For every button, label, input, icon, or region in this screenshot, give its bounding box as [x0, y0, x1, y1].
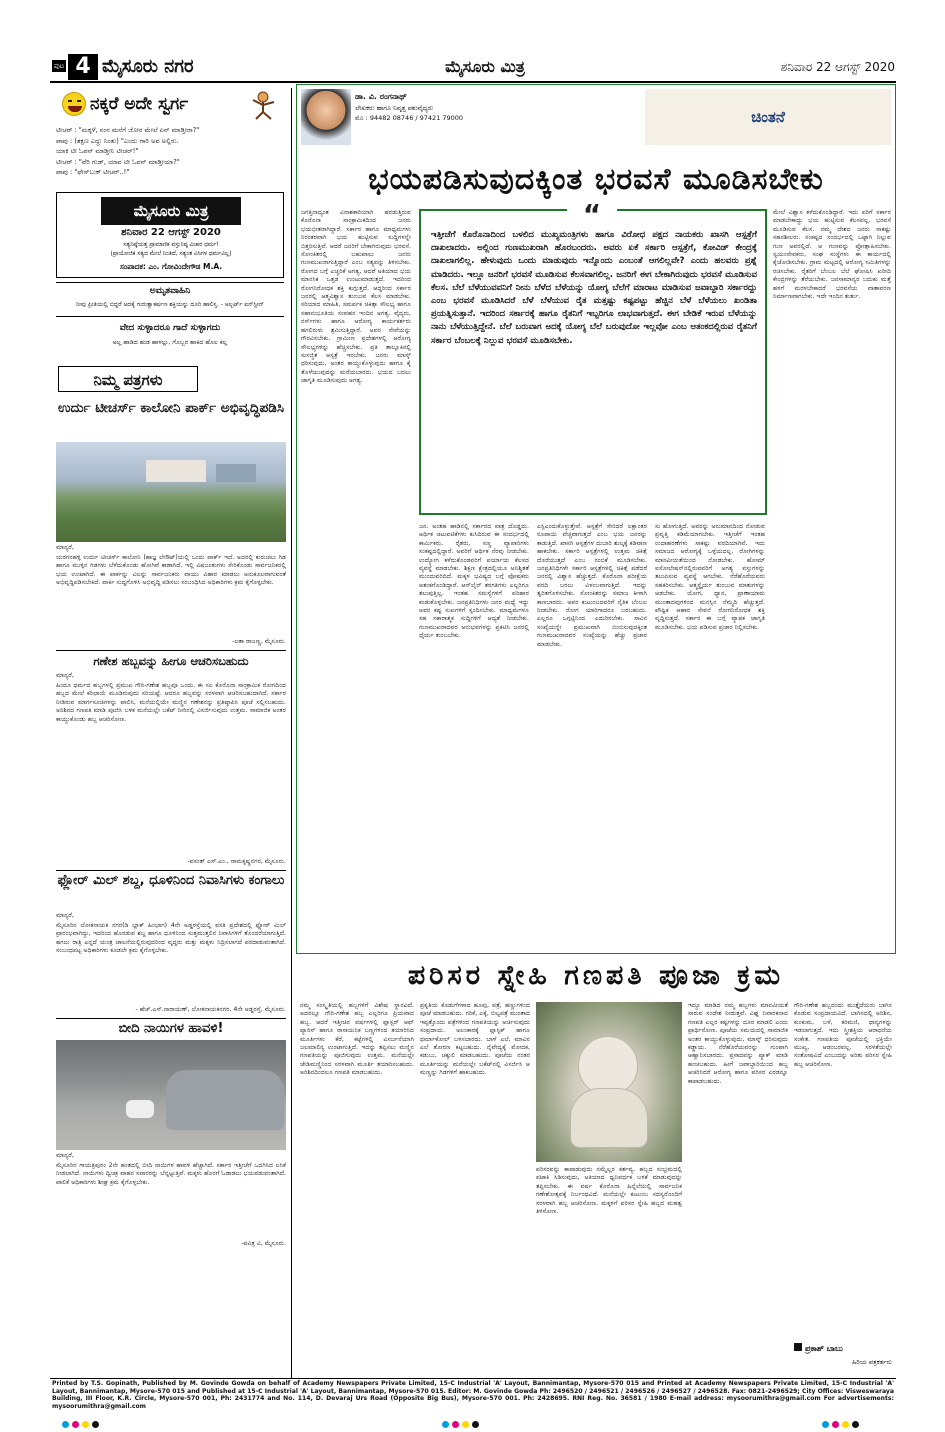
ganapati-column: ಗೌರಿ-ಗಣೇಶ ಹಬ್ಬದಂದು ಮುತ್ತೈದೆಯರು ಬಾಗಿನ ಕೊಡುವ ಸಂಪ್ರದಾಯವಿದೆ. ಬಾಗಿನದಲ್ಲಿ ಅರಿಶಿನ, ಕುಂಕುಮ, ಬಳೆ, ಕರಿಮಣಿ, ಧಾನ್ಯಗಳನ್ನು ಇಡಲಾಗುತ್ತದೆ. ಇದು ಸ್ತ್ರೀಶಕ್ತಿಯ ಆರಾಧನೆಯ ಸಂಕೇತ. ಗಣಪತಿಯ ಪೂಜೆಯಲ್ಲಿ ಭಕ್ತಿಯೇ ಮುಖ್ಯ, ಆಡಂಬರವಲ್ಲ. ಸರಳತೆಯಲ್ಲೇ ಸಂತೋಷವಿದೆ ಎಂಬುದನ್ನು ಅರಿತು ಪರಿಸರ ಸ್ನೇಹಿ ಹಬ್ಬ ಆಚರಿಸೋಣ.: [794, 1002, 892, 1068]
columnist-photo: [301, 89, 351, 145]
page-label: ಪುಟ: [53, 62, 65, 70]
registration-dot: [92, 1421, 99, 1428]
masthead-slogan: (ಪ್ರಾಯೋಜಿಕ ಸತ್ಯದ ಮೇಲೆ ನಿಂತಿದೆ, ಸತ್ಯಂತ ವಿಸಿಗಳ ಧರ್ಮವಿಲ್ಲ): [110, 251, 232, 257]
letter-body: ಹಿಂದೂ ಧರ್ಮದ ಹಬ್ಬಗಳಲ್ಲಿ ಪ್ರಮುಖ ಗೌರಿ-ಗಣೇಶ ಹಬ್ಬವೂ ಒಂದು. ಈ ಸಲ ಕೊರೊನಾ ಸಾಂಕ್ರಾಮಿಕ ರೋಗದಿಂದ ಹಬ್ಬದ ಮೇಲೆ ಕರಿಛಾಯೆ ಮೂಡಿರುವುದು ಸರಿಯಷ್ಟೆ. ಆದರೂ ಹಬ್ಬವನ್ನು ಸರಳವಾಗಿ ಆಚರಿಸಬಹುದಾಗಿದೆ. ಸರ್ಕಾರ ನೀಡಿರುವ ಮಾರ್ಗಸೂಚಿಗಳನ್ನು ಪಾಲಿಸಿ, ಮನೆಯಲ್ಲಿಯೇ ಮಣ್ಣಿನ ಗಣೇಶನನ್ನು ಪ್ರತಿಷ್ಠಾಪಿಸಿ ಪೂಜೆ ಸಲ್ಲಿಸಬಹುದು. ಅರಿಶಿನದ ಗಣಪತಿ ಮಾಡಿ ಪೂಜಿಸಿ ಬಳಿಕ ಮನೆಯಲ್ಲೇ ಬಕೆಟ್ ನೀರಿನಲ್ಲಿ ವಿಸರ್ಜಿಸುವುದು ಉತ್ತಮ. ಸಾಮಾಜಿಕ ಅಂತರ ಕಾಯ್ದುಕೊಂಡು ಹಬ್ಬ ಆಚರಿಸೋಣ.: [56, 682, 286, 723]
pull-quote-text: ಇತ್ತೀಚೆಗೆ ಕೊರೊನಾದಿಂದ ಬಳಲಿದ ಮುಖ್ಯಮಂತ್ರಿಗಳು ಹಾಗೂ ವಿರೋಧ ಪಕ್ಷದ ನಾಯಕರು ಖಾಸಗಿ ಆಸ್ಪತ್ರೆಗೆ ದಾಖಲಾದರು. ಅಲ್ಲಿಂದ ಗುಣಮುಖರಾಗಿ ಹೊರಬಂದರು. ಅವರು ಏಕೆ ಸರ್ಕಾರಿ ಆಸ್ಪತ್ರೆಗೆ, ಕೋವಿಡ್ ಕೇಂದ್ರಕ್ಕೆ ದಾಖಲಾಗಲಿಲ್ಲ. ಹೇಳುವುದು ಒಂದು ಮಾಡುವುದು ಇನ್ನೊಂದು ಎಂಬಂತೆ ಆಗಲಿಲ್ಲವೇ? ಎಂದು ಹಲವರು ಪ್ರಶ್ನೆ ಮಾಡಿದರು. ಇಲ್ಲೂ ಜನರಿಗೆ ಭರವಸೆ ಮೂಡಿಸುವ ಕೆಲಸವಾಗಲಿಲ್ಲ. ಜನರಿಗೆ ಈಗ ಬೇಕಾಗಿರುವುದು ಭರವಸೆ ಮೂಡಿಸುವ ಕೆಲಸ. ಬೆಲೆ ಬೆಳೆಯುವವನಿಗೆ ನೀನು ಬೆಳೆದ ಬೆಳೆಯನ್ನು ಯೋಗ್ಯ ಬೆಲೆಗೆ ಮಾರಾಟ ಮಾಡಿಸುವ ಜವಾಬ್ದಾರಿ ಸರ್ಕಾರದ್ದು ಎಂಬ ಭರವಸೆ ಮೂಡಿಸಿದರೆ ಬೆಳೆ ಬೆಳೆಯುವ ರೈತ ಮತ್ತಷ್ಟು ಕಷ್ಟಪಟ್ಟು ಹೆಚ್ಚಿನ ಬೆಳೆ ಬೆಳೆಯಲು ಖಂಡಿತಾ ಪ್ರಯತ್ನಿಸುತ್ತಾನೆ. ಇದರಿಂದ ಸರ್ಕಾರಕ್ಕೆ ಹಾಗೂ ರೈತನಿಗೆ ಇಬ್ಬರಿಗೂ ಲಾಭವಾಗುತ್ತದೆ. ಈಗ ಬೇಡಿಕೆ ಇರುವ ಬೆಳೆಯನ್ನು ನಾನು ಬೆಳೆಯುತ್ತಿದ್ದೇನೆ. ಬೆಲೆ ಬರುವಾಗ ಅದಕ್ಕೆ ಯೋಗ್ಯ ಬೆಲೆ ಬರುವುದೋ ಇಲ್ಲವೋ ಎಂಬ ಆತಂಕದಲ್ಲಿರುವ ರೈತನಿಗೆ ಸರ್ಕಾರ ಬೆಂಬಲಕ್ಕೆ ನಿಲ್ಲುವ ಭರವಸೆ ಮೂಡಿಸಬೇಕು.: [431, 230, 757, 346]
laughing-face-icon: [62, 92, 86, 116]
ganapati-column: ಇದ್ದೂ ಮಾಡಿದ ನಮ್ಮ ಹಬ್ಬಗಳು ಮಾನವೀಯತೆ ಸಾರುವ ಸಂದೇಶ ನೀಡುತ್ತವೆ. ವಿಘ್ನ ನಿವಾರಕನಾದ ಗಣಪತಿ ಎಲ್ಲರ ಕಷ್ಟಗಳನ್ನು ದೂರ ಮಾಡಲಿ ಎಂದು ಪ್ರಾರ್ಥಿಸೋಣ. ಪೂಜೆಯ ಸಮಯದಲ್ಲಿ ಸಾಮಾಜಿಕ ಅಂತರ ಕಾಯ್ದುಕೊಳ್ಳುವುದು, ಮಾಸ್ಕ್ ಧರಿಸುವುದು ಕಡ್ಡಾಯ. ನೆರೆಹೊರೆಯವರನ್ನು ಗುಂಪಾಗಿ ಆಹ್ವಾನಿಸಬಾರದು. ಪ್ರಸಾದವನ್ನು ಪ್ಯಾಕ್ ಮಾಡಿ ಹಂಚಬಹುದು. ಹೀಗೆ ಜವಾಬ್ದಾರಿಯಿಂದ ಹಬ್ಬ ಆಚರಿಸಿದರೆ ಆರೋಗ್ಯ ಹಾಗೂ ಪರಿಸರ ಎರಡನ್ನೂ ಕಾಪಾಡಬಹುದು.: [688, 1002, 788, 1085]
article-column: ಜನ. ಅಂತಹ ಹಾಡಿನಲ್ಲಿ ಸರ್ಕಾರದ ಪಾತ್ರ ದೊಡ್ಡದು. ಆರ್ಥಿಕ ಚಟುವಟಿಕೆಗಳು ಕುಸಿದಿರುವ ಈ ಸಂದರ್ಭದಲ್ಲಿ ಕಾರ್ಮಿಕರು, ರೈತರು, ಸಣ್ಣ ವ್ಯಾಪಾರಿಗಳು ಸಂಕಷ್ಟದಲ್ಲಿದ್ದಾರೆ. ಅವರಿಗೆ ಆರ್ಥಿಕ ನೆರವು ನೀಡಬೇಕು. ಉದ್ಯೋಗ ಕಳೆದುಕೊಂಡವರಿಗೆ ಪರ್ಯಾಯ ಕೆಲಸದ ವ್ಯವಸ್ಥೆ ಮಾಡಬೇಕು. ಶಿಕ್ಷಣ ಕ್ಷೇತ್ರದಲ್ಲಿಯೂ ಅನಿಶ್ಚಿತತೆ ಮುಂದುವರಿದಿದೆ. ಮಕ್ಕಳ ಭವಿಷ್ಯದ ಬಗ್ಗೆ ಪೋಷಕರು ಆತಂಕಗೊಂಡಿದ್ದಾರೆ. ಆನ್‌ಲೈನ್ ತರಗತಿಗಳು ಎಲ್ಲರಿಗೂ ತಲುಪುತ್ತಿಲ್ಲ. ಇಂತಹ ಸಮಸ್ಯೆಗಳಿಗೆ ಪರಿಹಾರ ಕಂಡುಕೊಳ್ಳಬೇಕು. ಜನಪ್ರತಿನಿಧಿಗಳು ಜನರ ಮಧ್ಯೆ ಇದ್ದು ಅವರ ಕಷ್ಟ ಸುಖಗಳಿಗೆ ಸ್ಪಂದಿಸಬೇಕು. ಮಾಧ್ಯಮಗಳೂ ಸಹ ಸಕಾರಾತ್ಮಕ ಸುದ್ದಿಗಳಿಗೆ ಆದ್ಯತೆ ನೀಡಬೇಕು. ಗುಣಮುಖರಾದವರ ಅನುಭವಗಳನ್ನು ಪ್ರಕಟಿಸಿ ಜನರಲ್ಲಿ ಧೈರ್ಯ ತುಂಬಬೇಕು.: [419, 523, 529, 640]
masthead-box-date: ಶನಿವಾರ 22 ಆಗಸ್ಟ್ 2020: [121, 227, 221, 238]
pull-quote-box: [419, 198, 767, 515]
ganapati-column: ಪರಿಸರವನ್ನು ಕಾಪಾಡುವುದು ನಮ್ಮೆಲ್ಲರ ಕರ್ತವ್ಯ. ಹಬ್ಬದ ಸಂಭ್ರಮದಲ್ಲಿ ಪಟಾಕಿ ಸಿಡಿಸುವುದು, ಅತಿಯಾದ ಧ್ವನಿವರ್ಧಕ ಬಳಕೆ ಮಾಡುವುದನ್ನು ತಪ್ಪಿಸಬೇಕು. ಈ ವರ್ಷ ಕೊರೊನಾ ಹಿನ್ನೆಲೆಯಲ್ಲಿ ಸಾರ್ವಜನಿಕ ಗಣೇಶೋತ್ಸವಕ್ಕೆ ನಿರ್ಬಂಧವಿದೆ. ಮನೆಯಲ್ಲೇ ಕುಟುಂಬ ಸದಸ್ಯರೊಂದಿಗೆ ಸರಳವಾಗಿ ಹಬ್ಬ ಆಚರಿಸೋಣ. ಮಕ್ಕಳಿಗೆ ಪರಿಸರ ಸ್ನೇಹಿ ಹಬ್ಬದ ಮಹತ್ವ ತಿಳಿಸೋಣ.: [536, 1166, 682, 1216]
masthead-logo: ಮೈಸೂರು ಮಿತ್ರ: [445, 57, 525, 76]
author-marker-icon: [794, 1343, 802, 1351]
letter-salutation: ಮಾನ್ಯರೆ,: [56, 912, 74, 919]
proverb-title: ವೇದ ಸುಳ್ಳಾದರೂ ಗಾದೆ ಸುಳ್ಳಾಗದು: [119, 323, 221, 333]
header-date: ಶನಿವಾರ 22 ಆಗಸ್ಟ್ 2020: [780, 60, 895, 74]
letter-body: ಯರಗನಹಳ್ಳಿ ಉರ್ದು ಟೀಚರ್ಸ್ ಕಾಲೋನಿ (ಹಾಜ್ಞ ಲೇಔಟ್)ಯಲ್ಲಿ ಒಂದು ಪಾರ್ಕ್ ಇದೆ. ಅದರಲ್ಲಿ ಕುರುಚಲು ಗಿಡ ಹಾಗೂ ಮುಳ್ಳಿನ ಗಿಡಗಳು ಬೆಳೆದುಕೊಂಡು ಹೋಗಿವೆ ಕಾಡಾಗಿದೆ. ಇಲ್ಲಿ ವಿಷಜಂತುಗಳು ಸೇರಿಕೊಂಡು ಸಾರ್ವಜನಿಕರಲ್ಲಿ ಭಯ ಉಂಟಾಗಿದೆ. ಈ ಪಾರ್ಕನ್ನು ವಿಲನ್ನು ಸಾರ್ವಜನಿಕರು ವಾಯು ವಿಹಾರ ಮಾಡಲು ಅನುಕೂಲವಾಗುವಂತೆ ಅಭಿವೃದ್ಧಿಪಡಿಸಬೇಕಿದೆ. ಪಾರ್ಕಿ ಸುದ್ದಗೊಳಿಸಿ ಅಭಿವೃದ್ಧಿ ಪಡಿಸಲು ಸಂಬಂಧಿಸಿದ ಅಧಿಕಾರಿಗಳು ಕ್ರಮ ಕೈಗೊಳ್ಳಬೇಕು.: [56, 554, 286, 587]
registration-dot: [822, 1421, 829, 1428]
article-column: ಮೇಲೆ ವಿಶ್ವಾಸ ಕಳೆದುಕೊಂಡಿದ್ದಾರೆ. ಇದು ಪರಿಗೆ ಸರ್ಕಾರ ಮಾಡಬೇಕಾದ್ದು ಭಯ ಹುಟ್ಟಿಸುವ ಕೆಲಸವಲ್ಲ. ಭರವಸೆ ಮೂಡಿಸುವ ಕೆಲಸ. ನಮ್ಮ ದೇಶದ ಜನರು ಸಾಕಷ್ಟು ಸಹನಶೀಲರು. ಸಂಕಷ್ಟದ ಸಂದರ್ಭದಲ್ಲಿ ಒಟ್ಟಾಗಿ ನಿಲ್ಲುವ ಗುಣ ಅವರಲ್ಲಿದೆ. ಆ ಗುಣವನ್ನು ಪ್ರೋತ್ಸಾಹಿಸಬೇಕು. ಸ್ವಯಂಸೇವಕರು, ಸಂಘ ಸಂಸ್ಥೆಗಳು ಈ ಕಾರ್ಯದಲ್ಲಿ ಕೈಜೋಡಿಸಬೇಕು. ಗ್ರಾಮ ಮಟ್ಟದಲ್ಲಿ ಆರೋಗ್ಯ ಸಮಿತಿಗಳನ್ನು ರಚಿಸಬೇಕು. ರೈತರಿಗೆ ಬೆಂಬಲ ಬೆಲೆ ಘೋಷಿಸಿ ಖರೀದಿ ಕೇಂದ್ರಗಳನ್ನು ತೆರೆಯಬೇಕು. ಜನಸಾಮಾನ್ಯರ ಬದುಕು ಮತ್ತೆ ಹಳಿಗೆ ಮರಳಬೇಕಾದರೆ ಭರವಸೆಯ ವಾತಾವರಣ ನಿರ್ಮಾಣವಾಗಬೇಕು. ಇದೇ ಇಂದಿನ ತುರ್ತು.: [773, 209, 891, 301]
letter-title: ಗಣೇಶ ಹಬ್ಬವನ್ನು ಹೀಗೂ ಆಚರಿಸಬಹುದು: [56, 650, 286, 670]
page-number: 4: [68, 54, 98, 80]
registration-dot: [452, 1421, 459, 1428]
page-header: [0, 0, 945, 82]
dancing-figure-icon: [248, 90, 278, 120]
section-title: ಮೈಸೂರು ನಗರ: [102, 56, 194, 77]
article-column: ಎಸ್ಪಿಎಂದುಕೊಳ್ಳುತ್ತೇವೆ. ಆಸ್ಪತ್ರೆಗೆ ಸೇರಿದರೆ ಲಕ್ಷಾಂತರ ರೂಪಾಯಿ ವೆಚ್ಚವಾಗುತ್ತದೆ ಎಂಬ ಭಯ ಜನರನ್ನು ಕಾಡುತ್ತಿದೆ. ಖಾಸಗಿ ಆಸ್ಪತ್ರೆಗಳ ದುಬಾರಿ ಶುಲ್ಕಕ್ಕೆ ಕಡಿವಾಣ ಹಾಕಬೇಕು. ಸರ್ಕಾರಿ ಆಸ್ಪತ್ರೆಗಳಲ್ಲಿ ಉತ್ತಮ ಚಿಕಿತ್ಸೆ ದೊರೆಯುತ್ತದೆ ಎಂಬ ನಂಬಿಕೆ ಮೂಡಿಸಬೇಕು. ಜನಪ್ರತಿನಿಧಿಗಳೇ ಸರ್ಕಾರಿ ಆಸ್ಪತ್ರೆಗಳಲ್ಲಿ ಚಿಕಿತ್ಸೆ ಪಡೆದರೆ ಜನರಲ್ಲಿ ವಿಶ್ವಾಸ ಹೆಚ್ಚುತ್ತದೆ. ಕೊರೊನಾ ಪರೀಕ್ಷೆಯ ವರದಿ ಬರಲು ವಿಳಂಬವಾಗುತ್ತಿದೆ. ಇದನ್ನು ತ್ವರಿತಗೊಳಿಸಬೇಕು. ಸೋಂಕಿತರನ್ನು ಸಮಾಜ ಕೀಳಾಗಿ ಕಾಣಬಾರದು. ಅವರ ಕುಟುಂಬದವರಿಗೆ ನೈತಿಕ ಬೆಂಬಲ ನೀಡಬೇಕು. ರೋಗ ಯಾರಿಗಾದರೂ ಬರಬಹುದು. ಎಲ್ಲರೂ ಒಗ್ಗಟ್ಟಿನಿಂದ ಎದುರಿಸಬೇಕು. ಸಾವಿನ ಸಂಖ್ಯೆಯನ್ನೇ ಪ್ರಮುಖವಾಗಿ ಬಿಂಬಿಸುವುದಕ್ಕಿಂತ ಗುಣಮುಖರಾದವರ ಸಂಖ್ಯೆಯನ್ನು ಹೆಚ್ಚು ಪ್ರಚಾರ ಮಾಡಬೇಕು.: [537, 523, 647, 648]
letter-title: ಬೀದಿ ನಾಯಿಗಳ ಹಾವಳಿ!: [56, 1018, 286, 1038]
registration-dot: [72, 1421, 79, 1428]
street-dog-photo: [56, 1040, 286, 1150]
proverb-text: ಅಲ್ಲ ಹಾಡಿದ ಹುಡ ಹಾಳಲ್ಲು, ಗೊಬ್ಬರ ಹಾಕಿದ ಹೊಲ ಕಲ್ಲ: [112, 339, 228, 346]
letter-salutation: ಮಾನ್ಯರೆ,: [56, 544, 74, 551]
article-column: ಜಗತ್ತಿನಾದ್ಯಂತ ವಿನಾಶಕಾರಿಯಾಗಿ ಹರಡುತ್ತಿರುವ ಕೊರೊನಾ ಸಾಂಕ್ರಾಮಿಕದಿಂದ ಜನರು ಭಯಭೀತರಾಗಿದ್ದಾರೆ. ಸರ್ಕಾರ ಹಾಗೂ ಮಾಧ್ಯಮಗಳು ನಿರಂತರವಾಗಿ ಭಯ ಹುಟ್ಟಿಸುವ ಸುದ್ದಿಗಳನ್ನೇ ಬಿತ್ತರಿಸುತ್ತಿವೆ. ಆದರೆ ಜನರಿಗೆ ಬೇಕಾಗಿರುವುದು ಭರವಸೆ. ಸೋಂಕಿತರಲ್ಲಿ ಬಹುಪಾಲು ಜನರು ಗುಣಮುಖರಾಗುತ್ತಿದ್ದಾರೆ ಎಂಬ ಸತ್ಯವನ್ನು ತಿಳಿಸಬೇಕು. ರೋಗದ ಬಗ್ಗೆ ಎಚ್ಚರಿಕೆ ಅಗತ್ಯ, ಆದರೆ ಅತಿಯಾದ ಭಯ ಮಾನಸಿಕ ಒತ್ತಡ ಉಂಟುಮಾಡುತ್ತದೆ. ಇದರಿಂದ ರೋಗನಿರೋಧಕ ಶಕ್ತಿ ಕುಗ್ಗುತ್ತದೆ. ಆದ್ದರಿಂದ ಸರ್ಕಾರ ಜನರಲ್ಲಿ ಆತ್ಮವಿಶ್ವಾಸ ತುಂಬುವ ಕೆಲಸ ಮಾಡಬೇಕು. ಸರಿಯಾದ ಮಾಹಿತಿ, ಸಮರ್ಪಕ ಚಿಕಿತ್ಸಾ ಸೌಲಭ್ಯ ಹಾಗೂ ಸಹಾನುಭೂತಿಯ ಸಂವಹನ ಇಂದಿನ ಅಗತ್ಯ. ವೈದ್ಯರು, ನರ್ಸ್‌ಗಳು ಹಾಗೂ ಆರೋಗ್ಯ ಕಾರ್ಯಕರ್ತರು ಹಗಲಿರುಳು ಶ್ರಮಿಸುತ್ತಿದ್ದಾರೆ. ಅವರ ಸೇವೆಯನ್ನು ಗೌರವಿಸಬೇಕು. ಗ್ರಾಮೀಣ ಪ್ರದೇಶಗಳಲ್ಲಿ ಆರೋಗ್ಯ ಸೌಲಭ್ಯಗಳನ್ನು ಹೆಚ್ಚಿಸಬೇಕು. ಪ್ರತಿ ತಾಲ್ಲೂಕಿನಲ್ಲಿ ಸುಸಜ್ಜಿತ ಆಸ್ಪತ್ರೆ ಇರಬೇಕು. ಜನರು ಮಾಸ್ಕ್ ಧರಿಸುವುದು, ಅಂತರ ಕಾಯ್ದುಕೊಳ್ಳುವುದು ಹಾಗೂ ಕೈ ತೊಳೆಯುವುದನ್ನು ಮರೆಯಬಾರದು. ಭಯದ ಬದಲು ಜಾಗೃತಿ ಮೂಡಿಸುವುದು ಅಗತ್ಯ.: [301, 209, 411, 385]
registration-dot: [62, 1421, 69, 1428]
reg-dots-left: [62, 1413, 102, 1432]
letter-body: ಮೈಸೂರಿನ ಗಾಯತ್ರಿಪುರಂ 2ನೇ ಹಂತದಲ್ಲಿ ಬೀದಿ ನಾಯಿಗಳ ಹಾವಳಿ ಹೆಚ್ಚಾಗಿದೆ. ಸರ್ಕಾರ ಇತ್ತೀಚೆಗೆ ಒದಗಿಸಿದ ಲಸಿಕೆ ನೀಡಲಾಗಿದೆ. ನಾಯಿಗಳು ದ್ವಿಚಕ್ರ ವಾಹನ ಸವಾರರನ್ನು ಬೆನ್ನಟ್ಟುತ್ತಿವೆ. ಮಕ್ಕಳು ಹೊರಗೆ ಓಡಾಡಲು ಭಯಪಡುವಂತಾಗಿದೆ. ಪಾಲಿಕೆ ಅಧಿಕಾರಿಗಳು ಶೀಘ್ರ ಕ್ರಮ ಕೈಗೊಳ್ಳಬೇಕು.: [56, 1162, 286, 1186]
letter-body: ಮೈಸೂರಿನ ಲೋಕನಾಯಕ ನಗರ(ಡಿ ಬ್ಲಾಕ್ ಹಿಂಭಾಗ) 4ನೇ ಅಡ್ಡರಸ್ತೆಯಲ್ಲಿ ವಸತಿ ಪ್ರದೇಶದಲ್ಲಿ ಫ್ಲೋರ್ ಮಿಲ್ ಪ್ರಾರಂಭವಾಗಿದ್ದು, ಇದರಿಂದ ಹೊರಡುವ ಶಬ್ದ ಹಾಗೂ ಧೂಳಿನಿಂದ ಸುತ್ತಮುತ್ತಲಿನ ನಿವಾಸಿಗಳಿಗೆ ತೊಂದರೆಯಾಗುತ್ತಿದೆ. ಹಗಲು ರಾತ್ರಿ ಎನ್ನದೆ ಯಂತ್ರ ಚಾಲನೆಯಲ್ಲಿರುವುದರಿಂದ ವೃದ್ಧರು ಮತ್ತು ಮಕ್ಕಳು ನಿದ್ರಿಸಲಾಗದೆ ಪರದಾಡುವಂತಾಗಿದೆ. ಸಂಬಂಧಪಟ್ಟ ಅಧಿಕಾರಿಗಳು ಕೂಡಲೇ ಕ್ರಮ ಕೈಗೊಳ್ಳಬೇಕು.: [56, 922, 286, 955]
letter-title: ಫ್ಲೋರ್ ಮಿಲ್ ಶಬ್ದ, ಧೂಳಿನಿಂದ ನಿವಾಸಿಗಳು ಕಂಗಾಲು: [56, 870, 286, 910]
quote-mark-icon: “: [567, 203, 617, 227]
chintane-tag: ಚಿಂತನೆ: [645, 89, 891, 145]
author-role: ಹಿರಿಯ ಪತ್ರಕರ್ತರು: [851, 1358, 892, 1366]
registration-dot: [842, 1421, 849, 1428]
amrutavahini-box: [56, 282, 284, 314]
amrutavahini-title: ಅಮೃತವಾಹಿನಿ: [149, 286, 191, 296]
ganesha-idol-photo: [536, 1002, 682, 1162]
footer-rule: [50, 1378, 896, 1379]
column-divider: [291, 88, 292, 1378]
letter-signature: -ಪವಿತ್ರ ವಿ, ಮೈಸೂರು.: [241, 1240, 286, 1247]
header-rule: [50, 81, 896, 83]
masthead-box-logo: ಮೈಸೂರು ಮಿತ್ರ: [101, 197, 241, 225]
masthead-slogan: ಸತ್ಯನಿಷ್ಠೆಯತ್ತ ಪ್ರಾಮಾಣಿಕ ವಸ್ತುನಿಷ್ಠ ವಿಚಾರ ಧರ್ಮ!: [123, 242, 219, 248]
registration-dot: [832, 1421, 839, 1428]
editor-credit: ಸಂಪಾದಕ: ಎಂ. ಗೋವಿಂದೇಗೌಡ M.A.: [119, 262, 223, 271]
proverb-box: [56, 316, 284, 354]
letters-header: ನಿಮ್ಮ ಪತ್ರಗಳು: [58, 366, 198, 392]
footer-imprint: Printed by T.S. Gopinath, Published by M. Govinde Gowda on behalf of Academy Newspapers Private Limited, 15-C Industrial 'A' Layout, Bannimantap, Mysore-570 015 and Printed at Academy Newspapers Private Limited, 15-C Industrial 'A' Layout, Bannimantap, Mysore-570 015 and Published at 15-C Industrial 'A' Layout, Bannimantap, Mysore-570 015. Editor: M. Govinde Gowda Ph: 2496520 / 2496521 / 2496526 / 2496527 / 2496528. Fax: 0821-2496529; City Offices: Visweswaraya Building, III Floor, K.R. Circle, Mysore-570 001, Ph: 2431774 and No. 114, D. Devaraj Urs Road (Opposite Big Bus), Mysore-570 001. Ph: 2428695. RNI Reg. No. 36581 / 1980 E-mail address: mysoorumithra@gmail.com For advertisements: mysoorumithra@gmail.com: [52, 1380, 894, 1410]
article-column: ಸು ಹೋಗುತ್ತಿದೆ. ಅವರನ್ನು ಅನುಮಾನದಿಂದ ನೋಡುವ ಪ್ರವೃತ್ತಿ ಕಡಿಮೆಯಾಗಬೇಕು. ಇತ್ತೀಚೆಗೆ ಇಂತಹ ಉದಾಹರಣೆಗಳು ಸಾಕಷ್ಟು ವರದಿಯಾಗಿವೆ. ಇದು ಸಮಾಜದ ಆರೋಗ್ಯಕ್ಕೆ ಒಳ್ಳೆಯದಲ್ಲ. ರೋಗಿಗಳನ್ನು ಮಾನವೀಯತೆಯಿಂದ ನೋಡಬೇಕು. ಹೋಮ್ ಐಸೋಲೇಷನ್‌ನಲ್ಲಿರುವವರಿಗೆ ಅಗತ್ಯ ವಸ್ತುಗಳನ್ನು ತಲುಪಿಸುವ ವ್ಯವಸ್ಥೆ ಆಗಬೇಕು. ನೆರೆಹೊರೆಯವರು ಸಹಕರಿಸಬೇಕು. ಆತ್ಮಸ್ಥೈರ್ಯ ತುಂಬುವ ಮಾತುಗಳನ್ನು ಆಡಬೇಕು. ಯೋಗ, ಧ್ಯಾನ, ಪ್ರಾಣಾಯಾಮ ಮುಂತಾದವುಗಳಿಂದ ಮನಸ್ಸಿನ ನೆಮ್ಮದಿ ಹೆಚ್ಚುತ್ತದೆ. ಪೌಷ್ಟಿಕ ಆಹಾರ ಸೇವನೆ ರೋಗನಿರೋಧಕ ಶಕ್ತಿ ವೃದ್ಧಿಸುತ್ತದೆ. ಸರ್ಕಾರ ಈ ಬಗ್ಗೆ ವ್ಯಾಪಕ ಜಾಗೃತಿ ಮೂಡಿಸಬೇಕು. ಭಯ ಪಡಿಸುವ ಪ್ರಚಾರ ನಿಲ್ಲಿಸಬೇಕು.: [655, 523, 765, 631]
reg-dots-center: [442, 1413, 482, 1432]
letter-title: ಉರ್ದು ಟೀಚರ್ಸ್ ಕಾಲೋನಿ ಪಾರ್ಕ್ ಅಭಿವೃದ್ಧಿಪಡಿಸಿ: [58, 400, 284, 416]
registration-dot: [442, 1421, 449, 1428]
columnist-phone: ಮೊ : 94482 08746 / 97421 79000: [355, 114, 464, 122]
columnist-name: ಡಾ. ವಿ. ರಂಗನಾಥ್: [355, 92, 407, 101]
reg-dots-right: [822, 1413, 862, 1432]
humor-line: ಪಾಪು : "ಫೇಸ್‌ಬುಕ್ ಟೀಚರ್..!": [56, 168, 130, 176]
humor-line: ಪಾಪು : (ತಕ್ಷಣ ಎದ್ದು ನಿಂತು) "ಎಂದು ಗಾರಿ ಅವ ಅಲ್ಲಿರು.: [56, 136, 179, 145]
park-photo: [56, 442, 286, 542]
author-name: ಪ್ರಕಾಶ್ ಬಾಬು: [805, 1344, 843, 1353]
ganapati-column: ಪ್ರಕೃತಿಯ ಕೊಡುಗೆಗಳಾದ ಹೂವು, ಪತ್ರೆ, ಹಣ್ಣುಗಳಿಂದ ಪೂಜೆ ಮಾಡಬಹುದು. ಗರಿಕೆ, ಎಕ್ಕೆ, ಬಿಲ್ವಪತ್ರೆ ಮುಂತಾದ ಇಪ್ಪತ್ತೊಂದು ಪತ್ರೆಗಳಿಂದ ಗಣಪತಿಯನ್ನು ಅರ್ಚಿಸುವುದು ಸಂಪ್ರದಾಯ. ಅಲಂಕಾರಕ್ಕೆ ಪ್ಲಾಸ್ಟಿಕ್ ಹಾಗೂ ಥರ್ಮಾಕೋಲ್ ಬಳಸಬಾರದು. ಬಾಳೆ ಎಲೆ, ಮಾವಿನ ಎಲೆ ತೋರಣ ಕಟ್ಟಬಹುದು. ನೈವೇದ್ಯಕ್ಕೆ ಮೋದಕ, ಕಡುಬು, ಚಕ್ಕುಲಿ ಮಾಡಬಹುದು. ಪೂಜೆಯ ನಂತರ ಮೂರ್ತಿಯನ್ನು ಮನೆಯಲ್ಲೇ ಬಕೆಟ್‌ನಲ್ಲಿ ವಿಸರ್ಜಿಸಿ ಆ ಮಣ್ಣನ್ನು ಗಿಡಗಳಿಗೆ ಹಾಕಬಹುದು.: [420, 1002, 530, 1077]
letters-section: [52, 358, 290, 1378]
humor-box: [52, 88, 288, 190]
registration-dot: [462, 1421, 469, 1428]
amrutavahini-quote: ನೀವು ಪ್ರೀತಿಯಲ್ಲಿ ಬಿದ್ದರೆ ಅದಕ್ಕೆ ಗುರುತ್ವಾಕರ್ಷಣ ಶಕ್ತಿಯನ್ನು ದೂರಿ ಹಾಲಿಸ್ತ. - ಅಲ್ಬರ್ಟ್ ಐನ್‌ಸ್ಟೀನ್: [75, 301, 265, 308]
registration-dot: [852, 1421, 859, 1428]
humor-line: ಟೀಚರ್ : "ಮಕ್ಕಳೆ, ನಂನ ಮನೆಗೆ ಜೋರ ಮೇಲೆ ಏನ್ ಮಾಡ್ತೀರಾ?": [56, 126, 200, 134]
registration-dot: [472, 1421, 479, 1428]
humor-text: [56, 126, 284, 188]
masthead-box: [56, 192, 284, 278]
ganapati-column: ನಮ್ಮ ಸಂಸ್ಕೃತಿಯಲ್ಲಿ ಹಬ್ಬಗಳಿಗೆ ವಿಶೇಷ ಸ್ಥಾನವಿದೆ. ಅದರಲ್ಲೂ ಗೌರಿ-ಗಣೇಶ ಹಬ್ಬ ಎಲ್ಲರಿಗೂ ಪ್ರಿಯವಾದ ಹಬ್ಬ. ಆದರೆ ಇತ್ತೀಚಿನ ವರ್ಷಗಳಲ್ಲಿ ಪ್ಲಾಸ್ಟರ್ ಆಫ್ ಪ್ಯಾರಿಸ್ ಹಾಗೂ ರಾಸಾಯನಿಕ ಬಣ್ಣಗಳಿಂದ ತಯಾರಿಸಿದ ಮೂರ್ತಿಗಳು ಕೆರೆ, ಕಟ್ಟೆಗಳಲ್ಲಿ ವಿಸರ್ಜನೆಯಾಗಿ ಜಲಮಾಲಿನ್ಯ ಉಂಟಾಗುತ್ತಿದೆ. ಇದನ್ನು ತಪ್ಪಿಸಲು ಮಣ್ಣಿನ ಗಣಪತಿಯನ್ನು ಪೂಜಿಸುವುದು ಉತ್ತಮ. ಮನೆಯಲ್ಲೇ ಜೇಡಿಮಣ್ಣಿನಿಂದ ಸರಳವಾಗಿ ಮೂರ್ತಿ ತಯಾರಿಸಬಹುದು. ಅರಿಶಿನದಿಂದಲೂ ಗಣಪತಿ ಮಾಡಬಹುದು.: [300, 1002, 414, 1077]
chintane-article: [296, 84, 896, 954]
letter-signature: - ಹೆಚ್.ಎಸ್.ನಾರಾಯಣ್, ಲೋಕನಾಯಕನಗರ, 4ನೇ ಅಡ್ಡರಸ್ತೆ, ಮೈಸೂರು.: [135, 1006, 286, 1013]
ganapati-article: [296, 956, 896, 1376]
columnist-role: ಲೇಖಕರು ಹಾಗೂ ನಿವೃತ್ತ ಪಶುವೈದ್ಯರು: [355, 104, 434, 112]
letter-signature: -ಲತಾ ರಾಜಣ್ಣ, ಮೈಸೂರು.: [232, 638, 286, 645]
color-registration-dots: [52, 1413, 894, 1422]
registration-dot: [82, 1421, 89, 1428]
humor-title: ನಕ್ಕರೆ ಅದೇ ಸ್ವರ್ಗ: [90, 94, 189, 114]
letter-salutation: ಮಾನ್ಯರೆ,: [56, 672, 74, 679]
main-headline: ಭಯಪಡಿಸುವುದಕ್ಕಿಂತ ಭರವಸೆ ಮೂಡಿಸಬೇಕು: [368, 162, 824, 197]
ganapati-author: [794, 1342, 892, 1356]
humor-line: ಯಾಕಿ ಟೀ ಓಪನ್ ಮಾಡ್ತೀನಿ ಟೀಚರ್!": [56, 147, 139, 155]
humor-line: ಟೀಚರ್ : "ವೆರಿ ಗುಡ್, ಯಾವ ಟೀ ಓಪನ್ ಮಾಡ್ತೀಯಾ?": [56, 157, 180, 166]
letter-salutation: ಮಾನ್ಯರೆ,: [56, 1152, 74, 1159]
letter-signature: -ವಸಂತ್ ಎಸ್.ಎಂ., ರಾಮಕೃಷ್ಣನಗರ, ಮೈಸೂರು.: [187, 858, 286, 865]
ganapati-headline: ಪರಿಸರ ಸ್ನೇಹಿ ಗಣಪತಿ ಪೂಜಾ ಕ್ರಮ: [407, 960, 785, 991]
